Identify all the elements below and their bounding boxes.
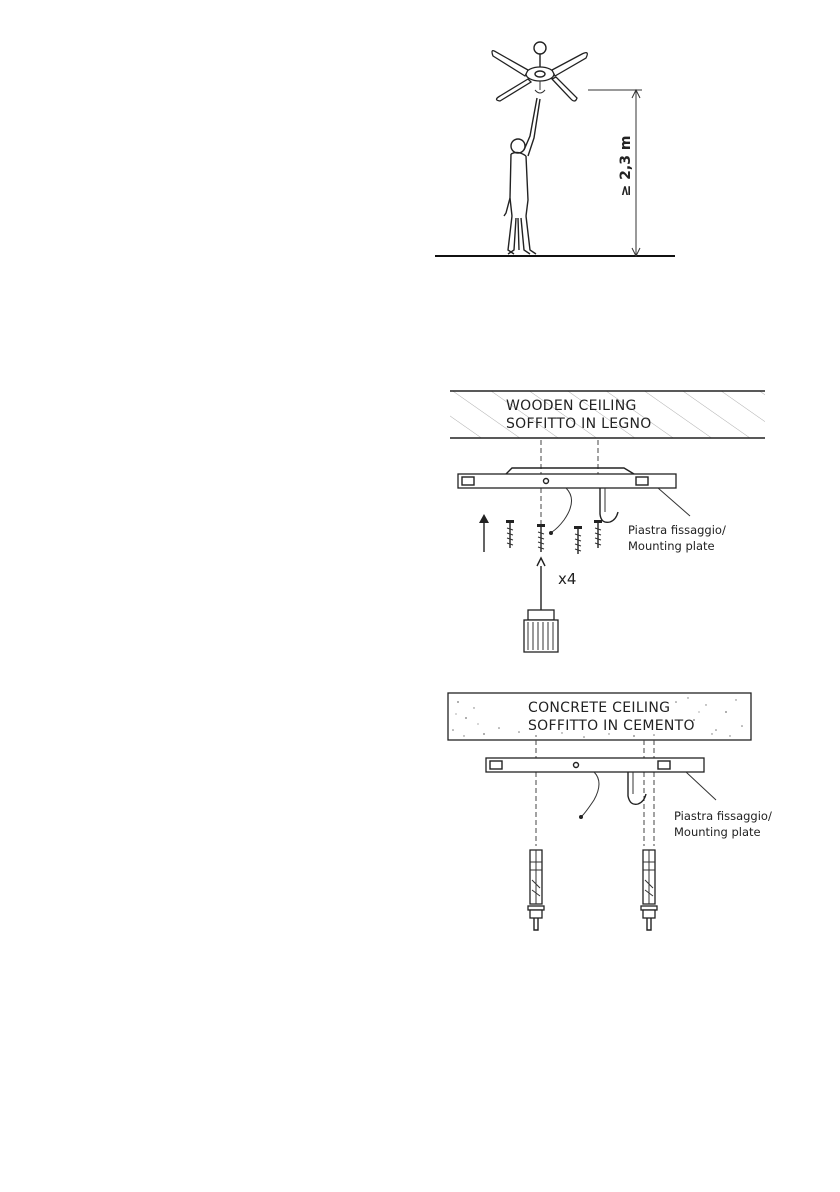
person-silhouette xyxy=(504,98,540,254)
screwdriver-icon xyxy=(524,558,558,652)
concrete-plate-label-it: Piastra fissaggio/ xyxy=(674,809,772,823)
concrete-ceiling-label-it: SOFFITTO IN CEMENTO xyxy=(528,718,695,734)
anchor-bolts xyxy=(528,850,657,930)
wooden-ceiling-illustration xyxy=(448,388,808,656)
ceiling-fan-drawing xyxy=(492,42,587,101)
wooden-ceiling-label-en: WOODEN CEILING xyxy=(506,398,637,414)
concrete-ceiling-label-en: CONCRETE CEILING xyxy=(528,700,671,716)
fan-height-figure xyxy=(430,38,690,262)
concrete-ceiling-illustration xyxy=(444,690,824,940)
wood-screws xyxy=(506,520,602,554)
up-arrow-icon xyxy=(479,514,489,552)
wood-plate-label-it: Piastra fissaggio/ xyxy=(628,523,726,537)
wooden-ceiling-figure xyxy=(448,388,808,656)
concrete-plate-label-en: Mounting plate xyxy=(674,825,761,839)
wood-plate-label-en: Mounting plate xyxy=(628,539,715,553)
screw-count-label: x4 xyxy=(558,570,577,588)
wooden-ceiling-label-it: SOFFITTO IN LEGNO xyxy=(506,416,652,432)
fan-height-illustration xyxy=(430,38,690,262)
clearance-height-label: ≥ 2,3 m xyxy=(618,135,634,197)
concrete-ceiling-figure xyxy=(444,690,824,940)
mounting-plate xyxy=(486,758,704,819)
